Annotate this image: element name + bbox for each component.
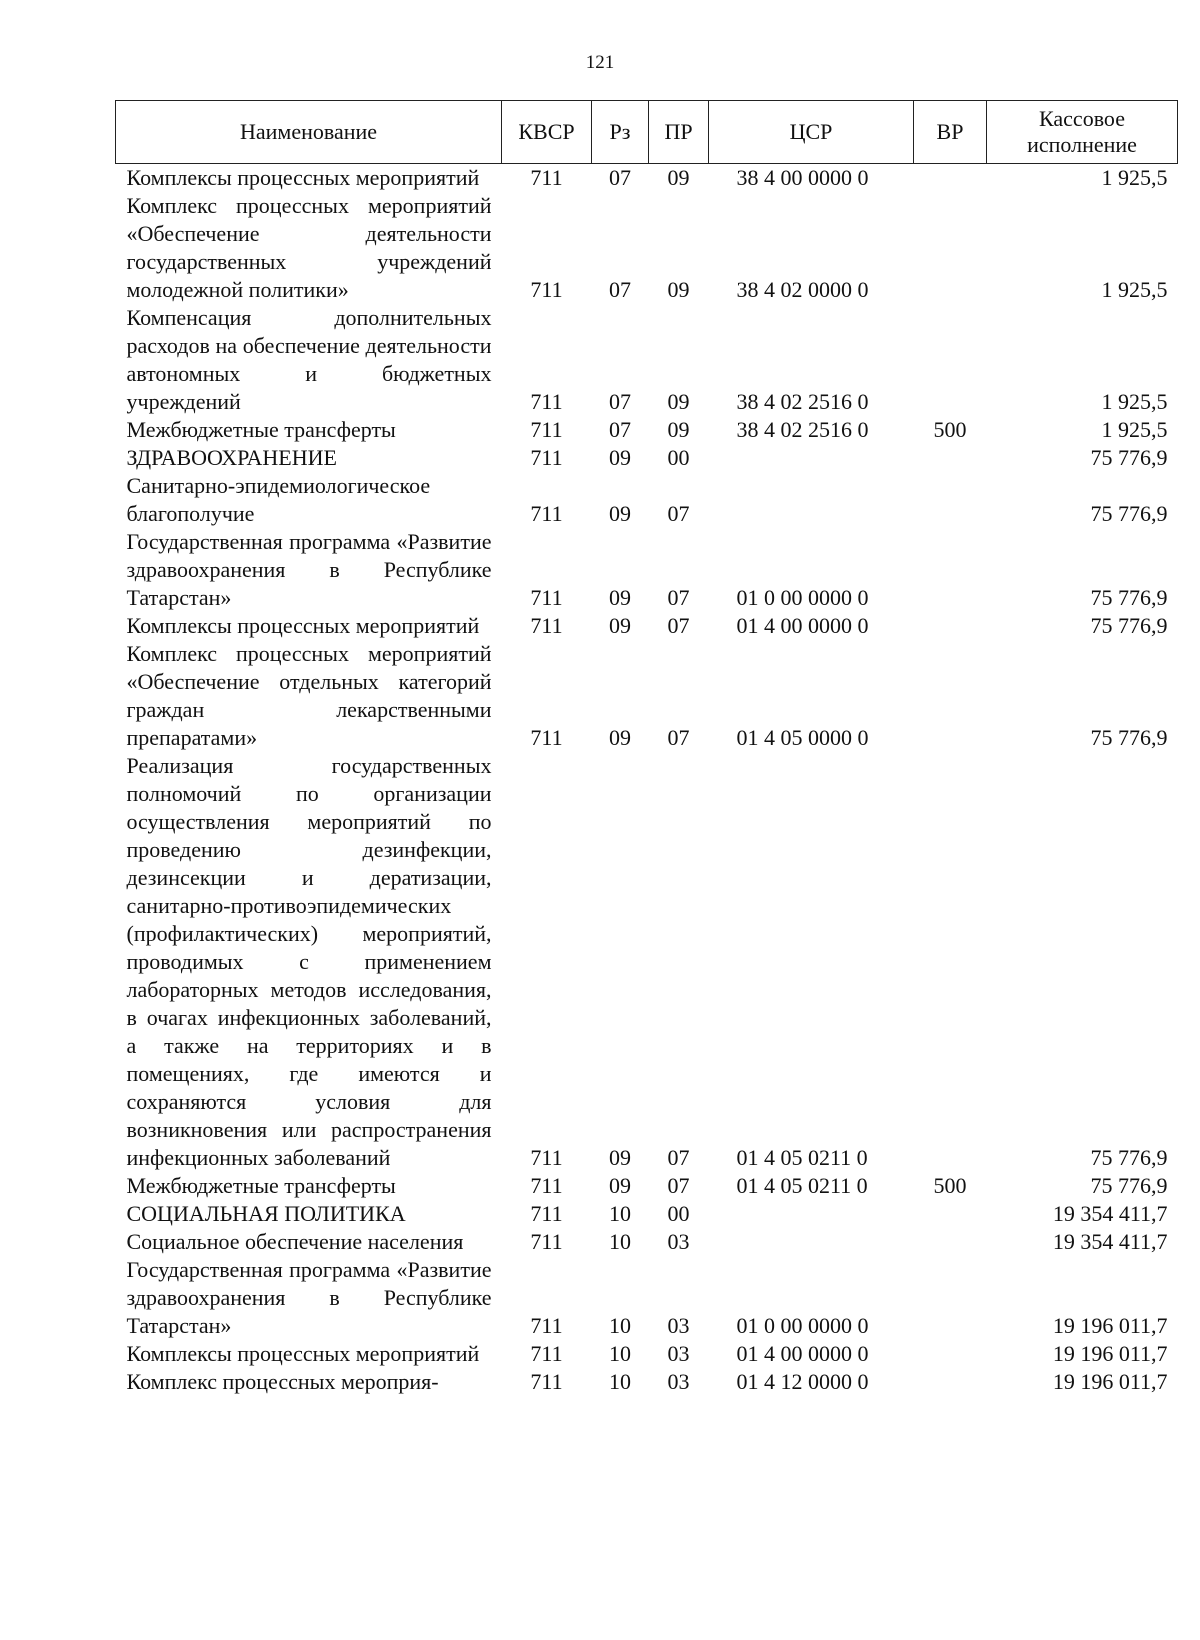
row-name: Санитарно-эпидемиологическое благополучие — [126, 473, 431, 526]
row-kvsr: 711 — [530, 1229, 563, 1254]
header-kvsr: КВСР — [502, 101, 592, 164]
row-amount: 19 354 411,7 — [1052, 1229, 1168, 1254]
row-rz: 07 — [609, 417, 631, 442]
table-row — [116, 444, 1178, 472]
row-name: Социальное обеспечение населения — [126, 1229, 464, 1254]
row-rz: 10 — [609, 1369, 631, 1394]
row-csr — [709, 444, 914, 472]
table-row — [116, 304, 1178, 416]
row-rz: 10 — [609, 1229, 631, 1254]
row-name: Реализация государственных полномочий по организации осуществления мероприятий по проведению дезинфекции, дезинсекции и дератизации, санитарно-противоэпидемических (профилактических) мероприятий, проводимых с применением лабораторных методов исследования, в очагах инфекционных заболеваний, а также на территориях и в помещениях, где имеются и сохраняются условия для возникновения или распространения инфекционных заболеваний — [126, 753, 492, 1170]
row-pr: 09 — [667, 165, 690, 190]
row-csr: 01 4 00 0000 0 — [736, 613, 869, 638]
row-name: Комплекс процессных мероприя- — [126, 1369, 439, 1394]
row-kvsr: 711 — [530, 725, 563, 750]
row-csr — [709, 1228, 914, 1256]
row-pr: 07 — [667, 725, 690, 750]
row-kvsr: 711 — [530, 1369, 563, 1394]
row-amount: 75 776,9 — [1090, 613, 1168, 638]
table-row — [116, 528, 1178, 612]
row-name: Государственная программа «Развитие здравоохранения в Республике Татарстан» — [126, 1257, 492, 1338]
row-name: Государственная программа «Развитие здравоохранения в Республике Татарстан» — [126, 529, 492, 610]
row-rz: 09 — [609, 585, 631, 610]
row-vr — [914, 192, 987, 304]
row-kvsr: 711 — [530, 1341, 563, 1366]
row-amount: 1 925,5 — [1101, 389, 1168, 414]
row-rz: 07 — [609, 165, 631, 190]
row-csr: 01 4 05 0211 0 — [736, 1145, 868, 1170]
header-name: Наименование — [116, 101, 502, 164]
row-csr: 01 4 05 0211 0 — [736, 1173, 868, 1198]
table-row — [116, 192, 1178, 304]
row-amount: 75 776,9 — [1090, 585, 1168, 610]
table-header-row — [116, 101, 1178, 164]
header-csr: ЦСР — [709, 101, 914, 164]
row-kvsr: 711 — [530, 165, 563, 190]
row-kvsr: 711 — [530, 389, 563, 414]
table-row — [116, 416, 1178, 444]
row-pr: 00 — [667, 1201, 690, 1226]
row-amount: 1 925,5 — [1101, 277, 1168, 302]
row-rz: 10 — [609, 1201, 631, 1226]
row-name: Комплексы процессных мероприятий — [126, 1341, 480, 1366]
header-amount: Кассовое исполнение — [987, 101, 1178, 164]
table-row — [116, 1340, 1178, 1368]
row-name: Межбюджетные трансферты — [126, 1173, 396, 1198]
row-name: Комплексы процессных мероприятий — [126, 613, 480, 638]
row-pr: 07 — [667, 501, 690, 526]
budget-table — [115, 100, 1178, 1396]
row-name: Комплексы процессных мероприятий — [126, 165, 480, 190]
table-row — [116, 1228, 1178, 1256]
row-rz: 07 — [609, 389, 631, 414]
row-csr: 01 4 05 0000 0 — [736, 725, 869, 750]
table-body — [116, 164, 1178, 1397]
row-vr — [914, 528, 987, 612]
row-vr: 500 — [933, 1173, 967, 1198]
row-pr: 09 — [667, 389, 690, 414]
row-name: ЗДРАВООХРАНЕНИЕ — [126, 445, 337, 470]
row-kvsr: 711 — [530, 445, 563, 470]
row-name: Комплекс процессных мероприятий «Обеспечение отдельных категорий граждан лекарственными препаратами» — [126, 641, 492, 750]
row-kvsr: 711 — [530, 417, 563, 442]
row-amount: 75 776,9 — [1090, 1145, 1168, 1170]
row-vr: 500 — [933, 417, 967, 442]
row-rz: 09 — [609, 501, 631, 526]
row-rz: 10 — [609, 1313, 631, 1338]
row-vr — [914, 1200, 987, 1228]
row-rz: 09 — [609, 445, 631, 470]
row-pr: 07 — [667, 1145, 690, 1170]
row-rz: 10 — [609, 1341, 631, 1366]
row-vr — [914, 752, 987, 1172]
row-rz: 09 — [609, 1145, 631, 1170]
row-amount: 19 196 011,7 — [1052, 1341, 1168, 1366]
table-row — [116, 1256, 1178, 1340]
row-amount: 19 196 011,7 — [1052, 1369, 1168, 1394]
row-pr: 03 — [667, 1313, 690, 1338]
row-pr: 07 — [667, 585, 690, 610]
row-kvsr: 711 — [530, 1313, 563, 1338]
table-row — [116, 752, 1178, 1172]
row-csr: 38 4 00 0000 0 — [736, 165, 869, 190]
row-csr — [709, 1200, 914, 1228]
row-csr: 38 4 02 0000 0 — [736, 277, 869, 302]
row-name: Межбюджетные трансферты — [126, 417, 396, 442]
row-pr: 03 — [667, 1369, 690, 1394]
table-row — [116, 1368, 1178, 1396]
row-csr: 01 0 00 0000 0 — [736, 585, 869, 610]
row-amount: 19 196 011,7 — [1052, 1313, 1168, 1338]
row-kvsr: 711 — [530, 1173, 563, 1198]
row-pr: 07 — [667, 1173, 690, 1198]
row-csr — [709, 472, 914, 528]
header-rz: Рз — [592, 101, 649, 164]
row-amount: 1 925,5 — [1101, 417, 1168, 442]
row-csr: 01 0 00 0000 0 — [736, 1313, 869, 1338]
row-kvsr: 711 — [530, 1201, 563, 1226]
table-row — [116, 640, 1178, 752]
row-name: Компенсация дополнительных расходов на обеспечение деятельности автономных и бюджетных учреждений — [126, 305, 492, 414]
table-row — [116, 1172, 1178, 1200]
row-amount: 75 776,9 — [1090, 725, 1168, 750]
row-pr: 00 — [667, 445, 690, 470]
row-pr: 09 — [667, 417, 690, 442]
row-name: Комплекс процессных мероприятий «Обеспечение деятельности государственных учреждений молодежной политики» — [126, 193, 492, 302]
row-amount: 75 776,9 — [1090, 1173, 1168, 1198]
row-rz: 09 — [609, 613, 631, 638]
page-number: 121 — [585, 52, 615, 73]
row-pr: 03 — [667, 1341, 690, 1366]
row-rz: 09 — [609, 1173, 631, 1198]
row-name: СОЦИАЛЬНАЯ ПОЛИТИКА — [126, 1201, 406, 1226]
row-vr — [914, 1256, 987, 1340]
row-amount: 75 776,9 — [1090, 501, 1168, 526]
table-row — [116, 1200, 1178, 1228]
row-rz: 09 — [609, 725, 631, 750]
row-vr — [914, 472, 987, 528]
row-vr — [914, 1340, 987, 1368]
row-csr: 38 4 02 2516 0 — [736, 389, 869, 414]
row-amount: 19 354 411,7 — [1052, 1201, 1168, 1226]
row-csr: 38 4 02 2516 0 — [736, 417, 869, 442]
row-kvsr: 711 — [530, 501, 563, 526]
row-rz: 07 — [609, 277, 631, 302]
row-pr: 07 — [667, 613, 690, 638]
row-vr — [914, 164, 987, 193]
header-pr: ПР — [649, 101, 709, 164]
table-row — [116, 612, 1178, 640]
header-vr: ВР — [914, 101, 987, 164]
row-amount: 1 925,5 — [1101, 165, 1168, 190]
table-row — [116, 472, 1178, 528]
row-kvsr: 711 — [530, 585, 563, 610]
row-amount: 75 776,9 — [1090, 445, 1168, 470]
row-pr: 03 — [667, 1229, 690, 1254]
row-kvsr: 711 — [530, 1145, 563, 1170]
row-kvsr: 711 — [530, 613, 563, 638]
table-row — [116, 164, 1178, 193]
row-vr — [914, 1228, 987, 1256]
row-pr: 09 — [667, 277, 690, 302]
row-csr: 01 4 12 0000 0 — [736, 1369, 869, 1394]
row-vr — [914, 444, 987, 472]
row-csr: 01 4 00 0000 0 — [736, 1341, 869, 1366]
row-kvsr: 711 — [530, 277, 563, 302]
row-vr — [914, 640, 987, 752]
row-vr — [914, 1368, 987, 1396]
row-vr — [914, 612, 987, 640]
row-vr — [914, 304, 987, 416]
